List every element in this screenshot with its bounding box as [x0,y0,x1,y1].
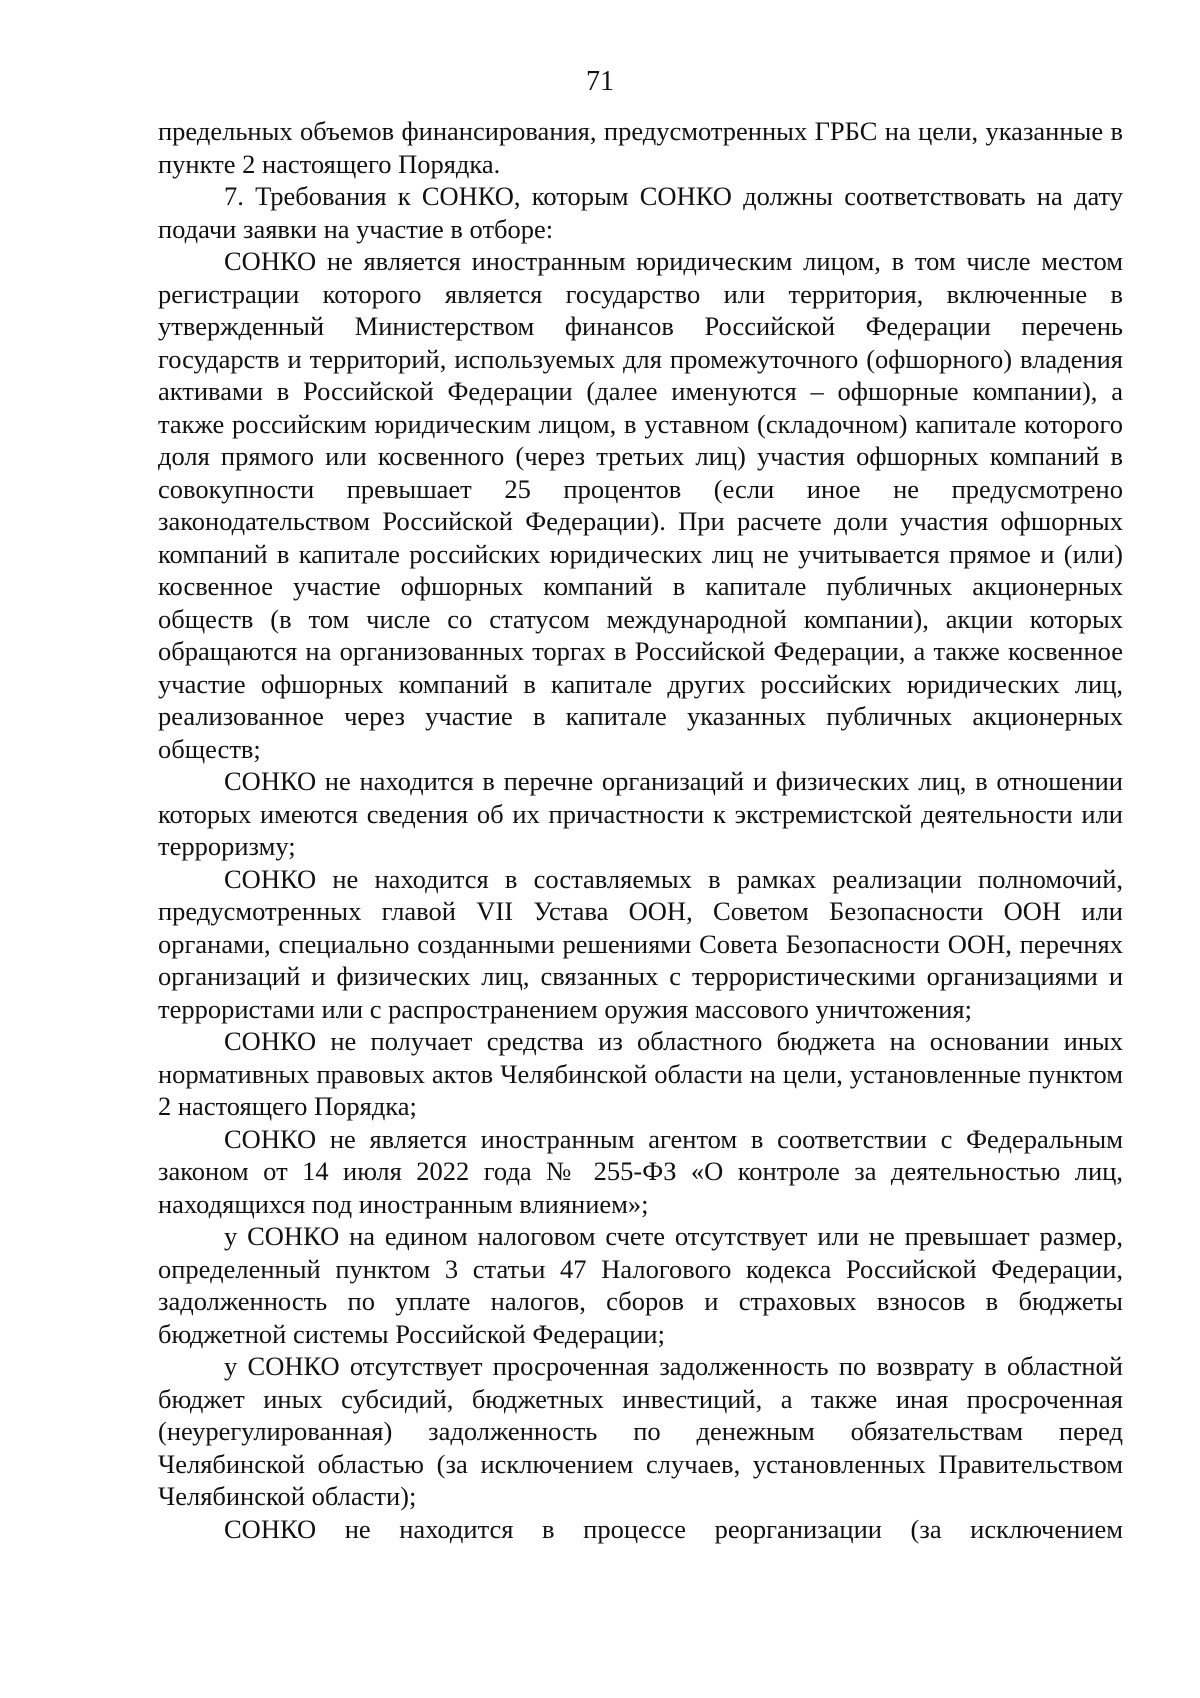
page-number: 71 [586,66,614,97]
paragraph-un-sanctions-list: СОНКО не находится в составляемых в рамках реализации полномочий, предусмотренных главой VII Устава ООН, Советом Безопасности ООН или органами, специально созданными решениями Совета Безопасности ООН, перечнях организаций и физических лиц, связанных с террористическими организациями и террористами или с распространением оружия массового уничтожения; [158,863,1123,1024]
document-body [158,115,1123,1545]
paragraph-tax-debt: у СОНКО на едином налоговом счете отсутствует или не превышает размер, определенный пунктом 3 статьи 47 Налогового кодекса Российской Федерации, задолженность по уплате налогов, сборов и страховых взносов в бюджеты бюджетной системы Российской Федерации; [158,1221,1123,1349]
paragraph-foreign-agent: СОНКО не является иностранным агентом в соответствии с Федеральным законом от 14 июля 2022 года № 255-ФЗ «О контроле за деятельностью лиц, находящихся под иностранным влиянием»; [158,1123,1123,1219]
paragraph-offshore-requirement: СОНКО не является иностранным юридическим лицом, в том числе местом регистрации которого является государство или территория, включенные в утвержденный Министерством финансов Российской Федерации перечень государств и территорий, используемых для промежуточного (офшорного) владения активами в Российской Федерации (далее именуются – офшорные компании), а также российским юридическим лицом, в уставном (складочном) капитале которого доля прямого или косвенного (через третьих лиц) участия офшорных компаний в совокупности превышает 25 процентов (если иное не предусмотрено законодательством Российской Федерации). При расчете доли участия офшорных компаний в капитале российских юридических лиц не учитывается прямое и (или) косвенное участие офшорных компаний в капитале публичных акционерных обществ (в том числе со статусом международной компании), акции которых обращаются на организованных торгах в Российской Федерации, а также косвенное участие офшорных компаний в капитале других российских юридических лиц, реализованное через участие в капитале указанных публичных акционерных обществ; [158,246,1123,764]
paragraph-item-7-heading: 7. Требования к СОНКО, которым СОНКО должны соответствовать на дату подачи заявки на участие в отборе: [158,181,1123,244]
paragraph-overdue-debt: у СОНКО отсутствует просроченная задолженность по возврату в областной бюджет иных субсидий, бюджетных инвестиций, а также иная просроченная (неурегулированная) задолженность по денежным обязательствам перед Челябинской областью (за исключением случаев, установленных Правительством Челябинской области); [158,1351,1123,1511]
paragraph-no-other-funding: СОНКО не получает средства из областного бюджета на основании иных нормативных правовых актов Челябинской области на цели, установленные пунктом 2 настоящего Порядка; [158,1026,1123,1121]
paragraph-reorganization: СОНКО не находится в процессе реорганизации (за исключением [224,1513,1123,1544]
paragraph-continuation: предельных объемов финансирования, предусмотренных ГРБС на цели, указанные в пункте 2 настоящего Порядка. [158,116,1123,179]
paragraph-extremism-list: СОНКО не находится в перечне организаций и физических лиц, в отношении которых имеются сведения об их причастности к экстремистской деятельности или терроризму; [158,766,1123,861]
